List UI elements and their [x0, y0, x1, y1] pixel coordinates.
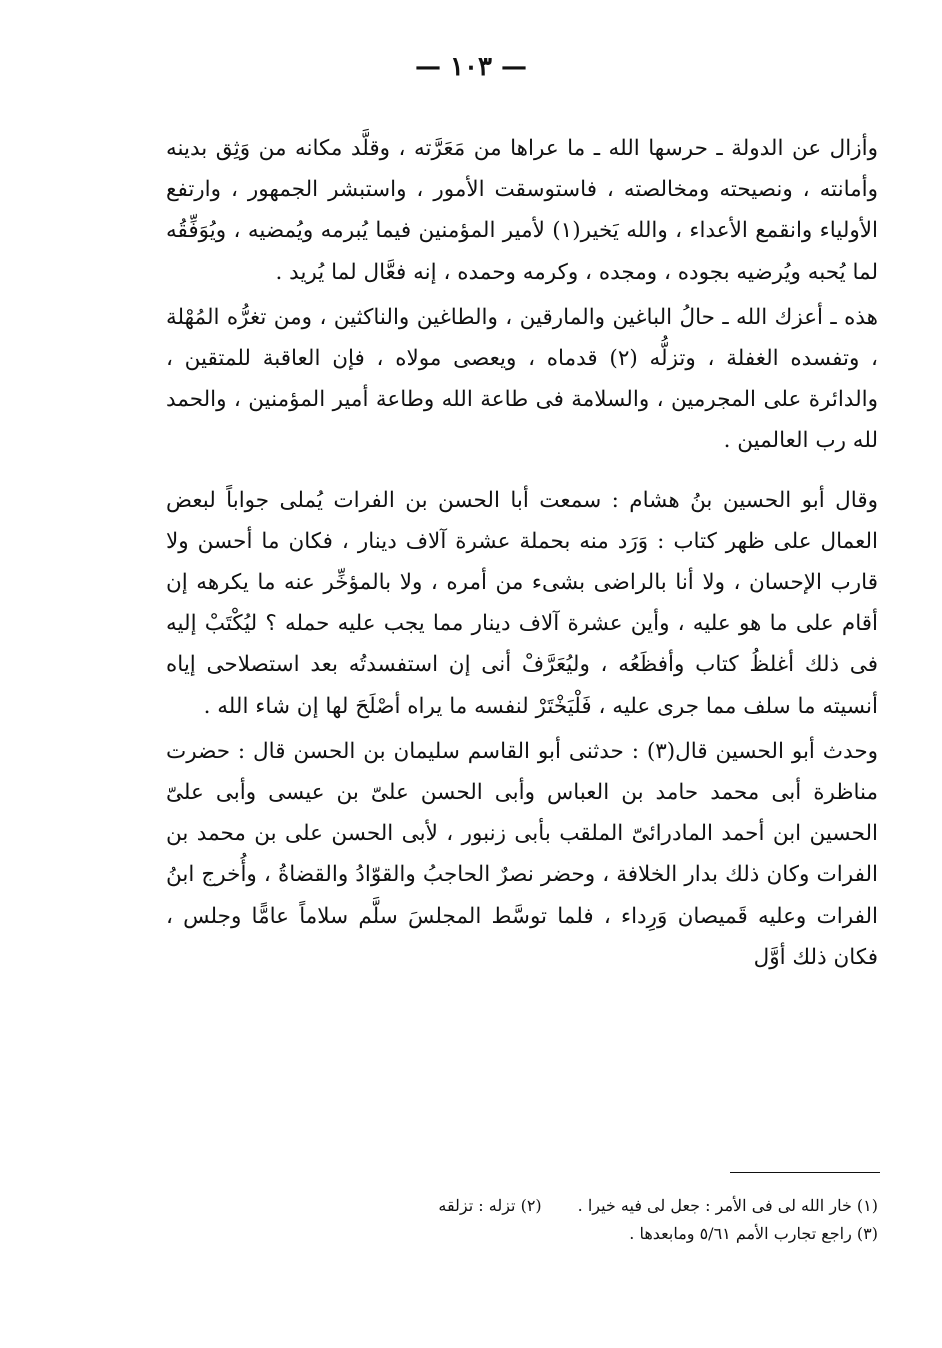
footnote-divider [730, 1172, 880, 1173]
footnotes [330, 1192, 878, 1248]
footnote-1: (١) خار الله لى فى الأمر : جعل لى فيه خيرا . [577, 1196, 878, 1215]
paragraph-4: وحدث أبو الحسين قال(٣) : حدثنى أبو القاسم سليمان بن الحسن قال : حضرت مناظرة أبى محمد حامد بن العباس وأبى الحسن علىّ بن عيسى وأبى علىّ الحسين ابن أحمد المادرائىّ الملقب بأبى زنبور ، لأبى الحسن على بن محمد بن الفرات وكان ذلك بدار الخلافة ، وحضر نصرٌ الحاجبُ والقوّادُ والقضاةُ ، وأُخرج ابنُ الفرات وعليه قَميصان وَرِداء ، فلما توسَّط المجلسَ سلَّم سلاماً عامًّا وجلس ، فكان ذلك أوَّل [166, 738, 878, 970]
main-text [166, 128, 878, 978]
footnote-row [330, 1192, 878, 1220]
footnote-3: (٣) راجع تجارب الأمم ٥/٦١ ومابعدها . [629, 1224, 878, 1243]
footnote-2: (٢) تزله : تزلقه [438, 1196, 542, 1215]
page-number: — ١٠٣ — [414, 52, 528, 82]
paragraph-3: وقال أبو الحسين بنُ هشام : سمعت أبا الحسن بن الفرات يُملى جواباً لبعض العمال على ظهر كتاب : وَرَد منه بحملة عشرة آلاف دينار ، فكان ما أحسن ولا قارب الإحسان ، ولا أنا بالراضى بشىء من أمره ، ولا بالمؤخِّر عنه ما يكرهه إن أقام على ما هو عليه ، وأين عشرة آلاف دينار مما يجب عليه حمله ؟ ليُكْتَبْ إليه فى ذلك أغلظُ كتاب وأفظَعُه ، وليُعَرَّفْ أنى إن استفسدتُه بعد استصلاحى إياه أنسيته ما سلف مما جرى عليه ، فَلْيَخْتَرْ لنفسه ما يراه أصْلَحَ لها إن شاء الله . [166, 487, 878, 719]
paragraph-1: وأزال عن الدولة ـ حرسها الله ـ ما عراها من مَعَرَّته ، وقلَّد مكانه من وَثِق بدينه وأمانته ، ونصيحته ومخالصته ، فاستوسقت الأمور ، واستبشر الجمهور ، وارتفع الأولياء وانقمع الأعداء ، والله يَخير(١) لأمير المؤمنين فيما يُبرمه ويُمضيه ، ويُوَفِّقُه لما يُحبه ويُرضيه بجوده ، ومجده ، وكرمه وحمده ، إنه فعَّال لما يُريد . [166, 136, 878, 285]
paragraph-2: هذه ـ أعزك الله ـ حالُ الباغين والمارقين ، والطاغين والناكثين ، ومن تغرُّه المُهْلة ، وتفسده الغفلة ، وتزلُّه (٢) قدماه ، ويعصى مولاه ، فإن العاقبة للمتقين ، والدائرة على المجرمين ، والسلامة فى طاعة الله وطاعة أمير المؤمنين ، والحمد لله رب العالمين . [166, 304, 878, 454]
